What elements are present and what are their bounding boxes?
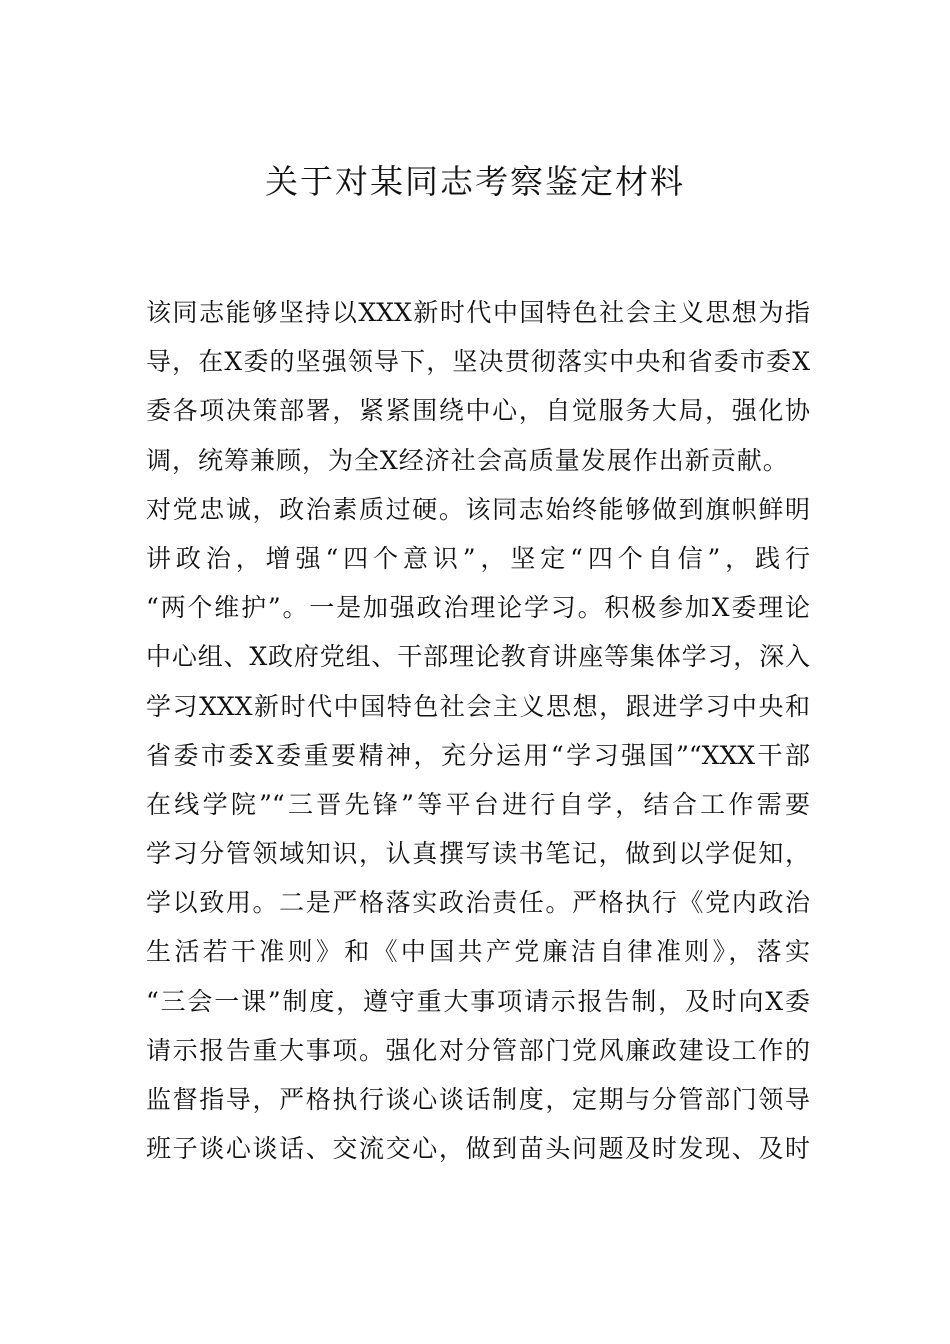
body-line-16: 请示报告重大事项。强化对分管部门党风廉政建设工作的 (146, 1035, 810, 1065)
body-line-9: 学习XXX新时代中国特色社会主义思想，跟进学习中央和 (146, 691, 810, 721)
body-line-15: “三会一课”制度，遵守重大事项请示报告制，及时向X委 (146, 986, 810, 1016)
body-line-4: 调，统筹兼顾，为全X经济社会高质量发展作出新贡献。 (146, 445, 789, 475)
body-line-3: 委各项决策部署，紧紧围绕中心，自觉服务大局，强化协 (146, 396, 810, 426)
body-line-7: “两个维护”。一是加强政治理论学习。积极参加X委理论 (146, 593, 810, 623)
body-line-5: 对党忠诚，政治素质过硬。该同志始终能够做到旗帜鲜明 (146, 494, 810, 524)
body-line-6: 讲政治，增强“四个意识”，坚定“四个自信”，践行 (146, 543, 810, 573)
document-body (146, 288, 810, 1173)
body-line-11: 在线学院”“三晋先锋”等平台进行自学，结合工作需要 (146, 789, 810, 819)
body-line-12: 学习分管领域知识，认真撰写读书笔记，做到以学促知， (146, 839, 810, 869)
body-line-18: 班子谈心谈话、交流交心，做到苗头问题及时发现、及时 (146, 1134, 810, 1164)
body-line-2: 导，在X委的坚强领导下，坚决贯彻落实中央和省委市委X (146, 347, 810, 377)
body-line-14: 生活若干准则》和《中国共产党廉洁自律准则》，落实 (146, 937, 810, 967)
body-line-8: 中心组、X政府党组、干部理论教育讲座等集体学习，深入 (146, 642, 810, 672)
document-title: 关于对某同志考察鉴定材料 (265, 162, 685, 201)
body-line-17: 监督指导，严格执行谈心谈话制度，定期与分管部门领导 (146, 1085, 810, 1114)
body-line-13: 学以致用。二是严格落实政治责任。严格执行《党内政治 (146, 888, 810, 918)
body-line-1: 该同志能够坚持以XXX新时代中国特色社会主义思想为指 (146, 298, 810, 327)
body-line-10: 省委市委X委重要精神，充分运用“学习强国”“XXX干部 (146, 740, 810, 770)
